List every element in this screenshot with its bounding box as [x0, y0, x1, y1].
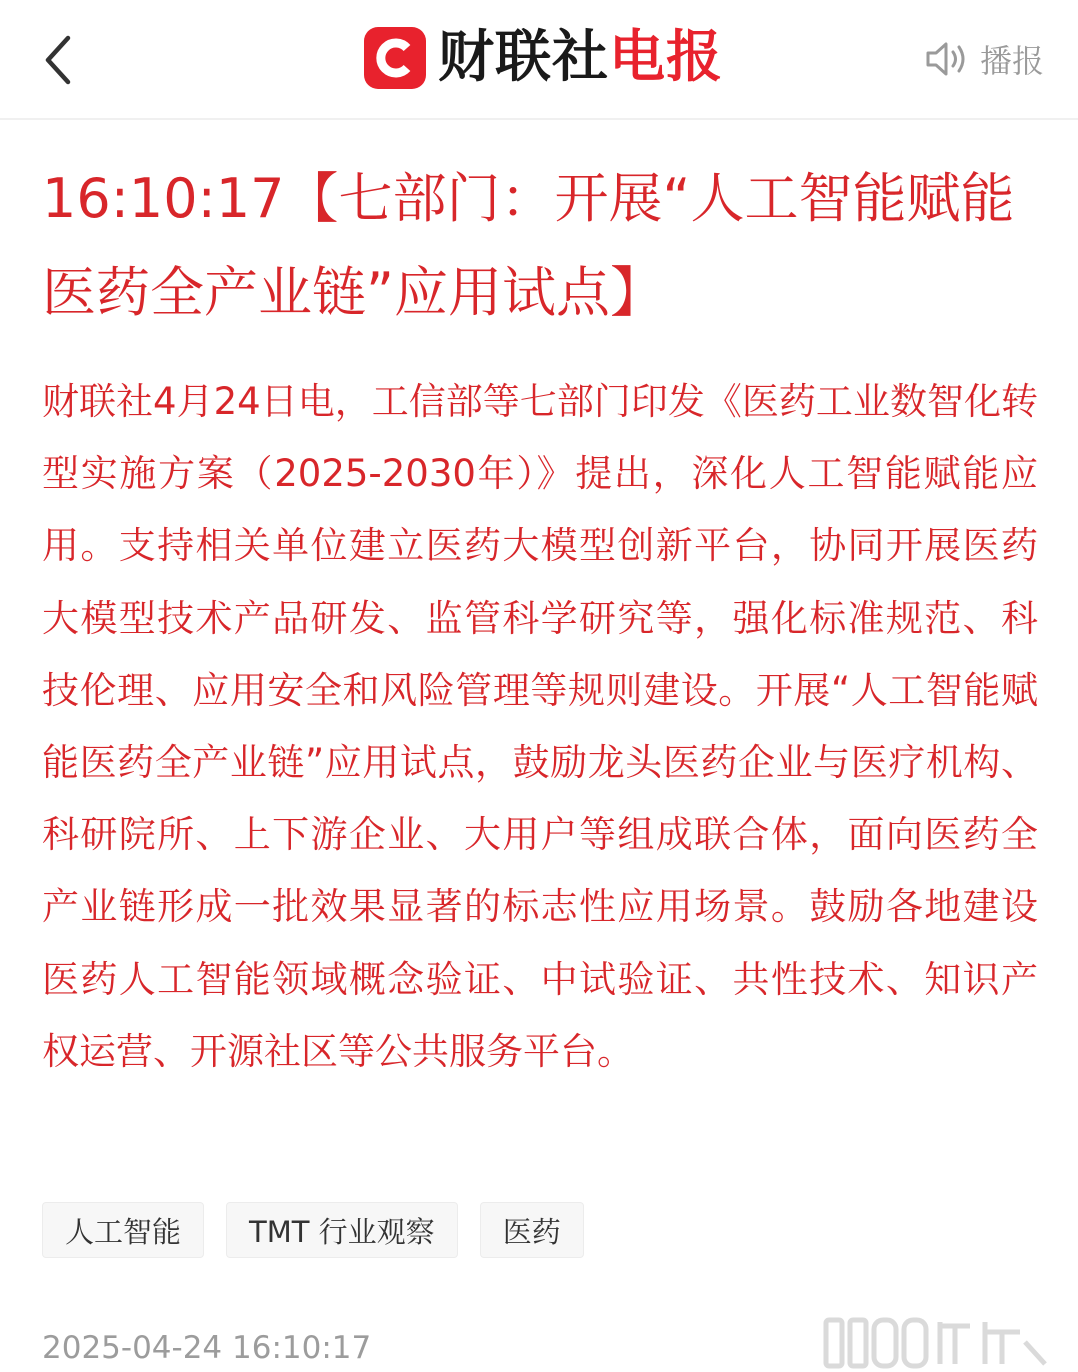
article-body: 财联社4月24日电，工信部等七部门印发《医药工业数智化转型实施方案（2025-2030年）》提出，深化人工智能赋能应用。支持相关单位建立医药大模型创新平台，协同开展医药大模型技术产品研发、监管科学研究等，强化标准规范、科技伦理、应用安全和风险管理等规则建设。开展“人工智能赋能医药全产业链”应用试点，鼓励龙头医药企业与医疗机构、科研院所、上下游企业、大用户等组成联合体，面向医药全产业链形成一批效果显著的标志性应用场景。鼓励各地建设医药人工智能领域概念验证、中试验证、共性技术、知识产权运营、开源社区等公共服务平台。 [42, 380, 1038, 1073]
watermark-logo-icon [820, 1312, 1060, 1372]
publish-timestamp: 2025-04-24 16:10:17 [42, 1330, 372, 1366]
tag-ai[interactable]: 人工智能 [42, 1202, 204, 1258]
speaker-icon [924, 39, 970, 79]
brand-name-part1: 财联社 [438, 25, 609, 90]
top-bar [0, 0, 1078, 120]
article-title: 16:10:17【七部门：开展“人工智能赋能医药全产业链”应用试点】 [42, 167, 1015, 324]
broadcast-button[interactable] [924, 34, 1044, 84]
brand-name-part2: 电报 [609, 25, 723, 90]
cls-logo-icon [364, 27, 426, 89]
brand-logo [364, 26, 723, 90]
tag-tmt[interactable]: TMT 行业观察 [226, 1202, 458, 1258]
brand-name [438, 26, 723, 90]
back-button[interactable] [28, 28, 88, 92]
tag-pharma[interactable]: 医药 [480, 1202, 584, 1258]
tag-list [42, 1202, 584, 1258]
broadcast-label: 播报 [980, 42, 1045, 80]
chevron-left-icon [40, 34, 76, 86]
